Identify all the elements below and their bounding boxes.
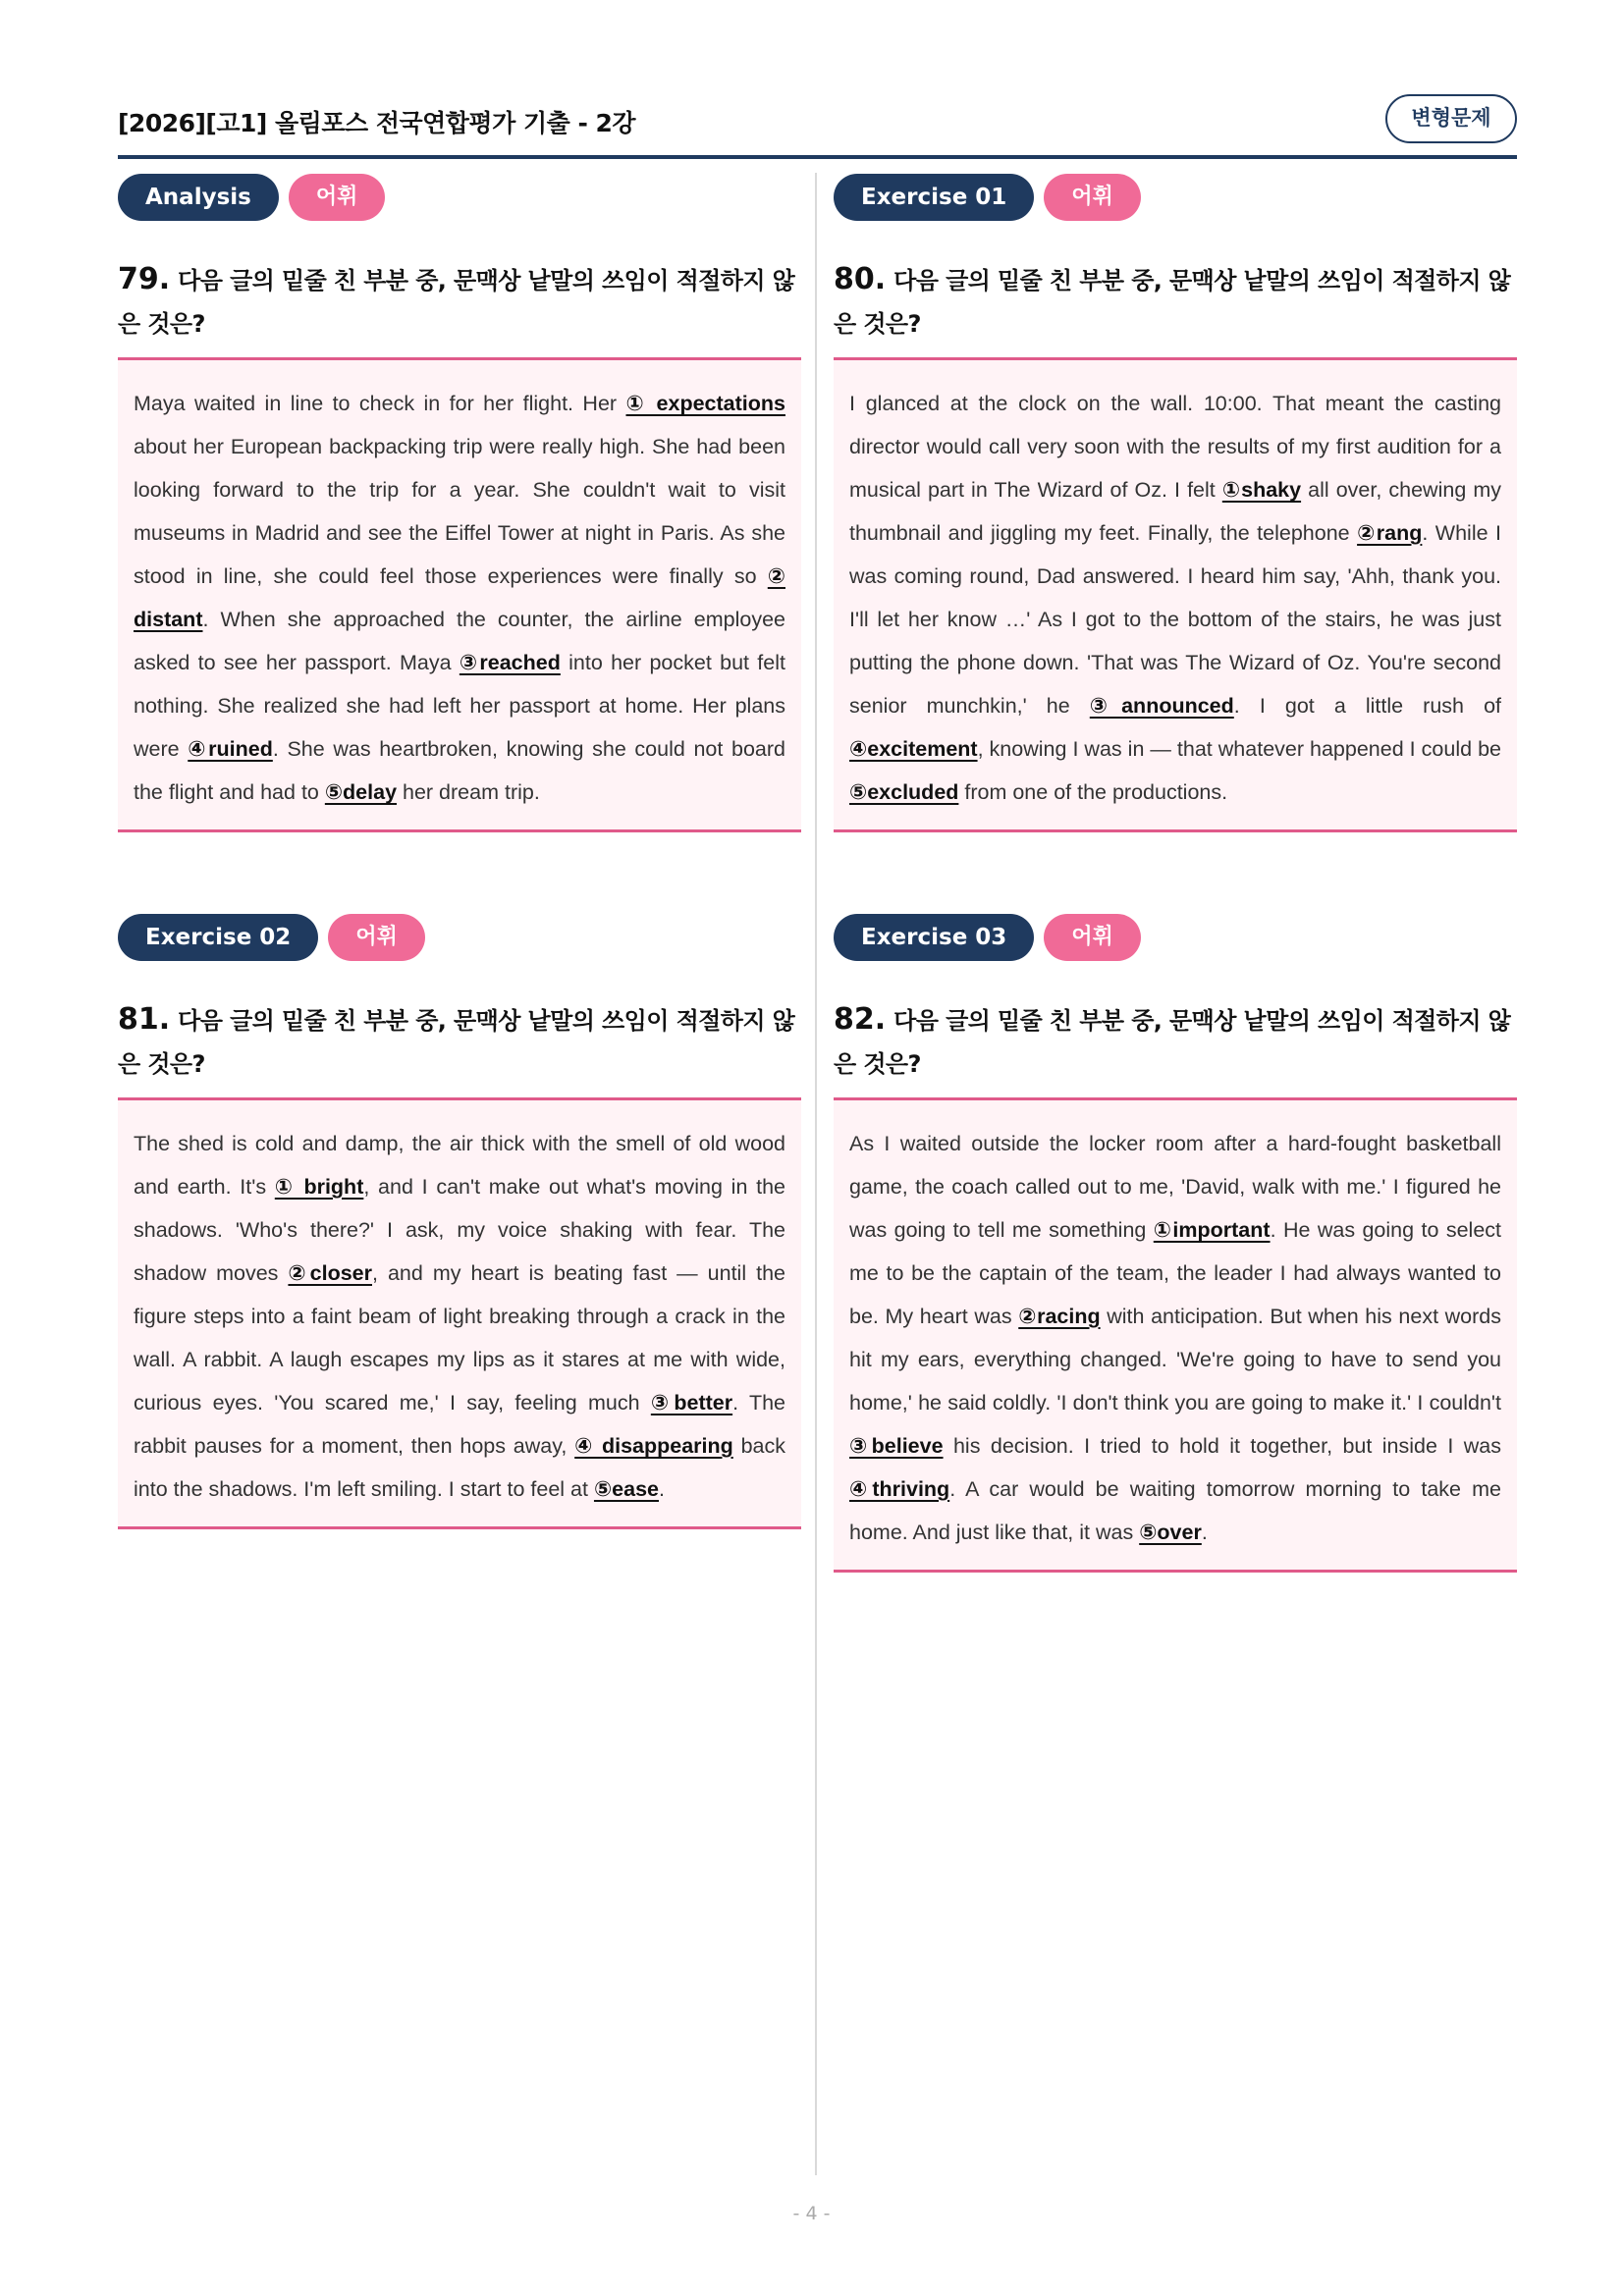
underlined-choice: ② distant	[134, 564, 785, 631]
passage-text: , knowing I was in — that whatever happened I could be	[977, 737, 1501, 761]
passage-text: all over, chewing my thumbnail and jiggling my feet. Finally, the telephone	[849, 478, 1501, 545]
question-number: 79.	[118, 262, 171, 296]
underlined-choice: ④ruined	[188, 737, 273, 761]
passage-text: As I waited outside the locker room after a hard-fought basketball game, the coach called out to me, 'David, walk with me.' I figured he was going to tell me something	[849, 1132, 1501, 1242]
passage-text: Maya waited in line to check in for her flight. Her	[134, 392, 626, 415]
page-title: [2026][고1] 올림포스 전국연합평가 기출 - 2강	[118, 109, 636, 137]
passage-text: .	[1201, 1521, 1208, 1544]
passage-text: her dream trip.	[397, 780, 540, 804]
section-tags	[118, 174, 801, 223]
passage-box	[834, 1097, 1517, 1573]
underlined-choice: ④excitement	[849, 737, 978, 761]
underlined-choice: ③reached	[459, 651, 561, 674]
underlined-choice: ②closer	[288, 1261, 372, 1285]
category-tag: 어휘	[1044, 174, 1141, 221]
column-divider	[815, 173, 817, 2175]
passage-text: . She was heartbroken, knowing she could not board the flight and had to	[134, 737, 785, 804]
passage-text: from one of the productions.	[958, 780, 1228, 804]
passage-text: , and I can't make out what's moving in the shadows. 'Who's there?' I ask, my voice shaking with fear. The shadow moves	[134, 1175, 786, 1285]
question-text	[118, 998, 801, 1086]
underlined-choice: ①important	[1153, 1218, 1271, 1242]
passage-text: , and my heart is beating fast — until the figure steps into a faint beam of light breaking through a crack in the wall. A rabbit. A laugh escapes my lips as it stares at me with wide, curious eyes. 'You scared me,' I say, feeling much	[134, 1261, 785, 1415]
underlined-choice: ③better	[650, 1391, 733, 1415]
passage-text: his decision. I tried to hold it together, but inside I was	[943, 1434, 1501, 1458]
page-header	[118, 94, 1517, 157]
question-number: 80.	[834, 262, 887, 296]
passage-text: The shed is cold and damp, the air thick with the smell of old wood and earth. It's	[134, 1132, 785, 1199]
header-rule	[118, 155, 1517, 159]
section-type-tag: Exercise 01	[834, 174, 1034, 221]
section-tags	[834, 174, 1517, 223]
passage-text: . I got a little rush of	[1233, 694, 1502, 718]
passage-text: . A car would be waiting tomorrow morning to take me home. And just like that, it was	[849, 1477, 1501, 1544]
underlined-choice: ①shaky	[1221, 478, 1302, 502]
passage-text: . He was going to select me to be the captain of the team, the leader I had always wanted to be. My heart was	[849, 1218, 1501, 1328]
underlined-choice: ③announced	[1089, 694, 1234, 718]
question-text	[118, 258, 801, 346]
question-text	[834, 258, 1517, 346]
passage-box	[834, 357, 1517, 832]
passage-text: about her European backpacking trip were really high. She had been looking forward to the trip for a year. She couldn't wait to visit museums in Madrid and see the Eiffel Tower at night in Paris. As she stood in line, she could feel those experiences were finally so	[134, 435, 785, 588]
question-block-81	[118, 914, 801, 1529]
underlined-choice: ③believe	[849, 1434, 944, 1458]
question-block-79	[118, 174, 801, 832]
question-number: 81.	[118, 1002, 171, 1037]
question-prompt: 다음 글의 밑줄 친 부분 중, 문맥상 낱말의 쓰임이 적절하지 않은 것은?	[118, 267, 795, 338]
underlined-choice: ⑤over	[1139, 1521, 1202, 1544]
question-prompt: 다음 글의 밑줄 친 부분 중, 문맥상 낱말의 쓰임이 적절하지 않은 것은?	[834, 267, 1511, 338]
passage-text: .	[659, 1477, 665, 1501]
passage-text: . The rabbit pauses for a moment, then hops away,	[134, 1391, 786, 1458]
section-type-tag: Exercise 03	[834, 914, 1034, 961]
underlined-choice: ⑤excluded	[849, 780, 959, 804]
section-type-tag: Exercise 02	[118, 914, 318, 961]
underlined-choice: ④ disappearing	[574, 1434, 733, 1458]
passage-text: with anticipation. But when his next words hit my ears, everything changed. 'We're going to have to send you home,' he said coldly. 'I don't think you are going to make it.' I couldn't	[849, 1305, 1501, 1415]
page-number: - 4 -	[792, 2203, 831, 2224]
passage-text: . When she approached the counter, the airline employee asked to see her passport. Maya	[134, 608, 785, 674]
section-tags	[834, 914, 1517, 963]
category-tag: 어휘	[289, 174, 386, 221]
question-number: 82.	[834, 1002, 887, 1037]
underlined-choice: ②rang	[1357, 521, 1423, 545]
underlined-choice: ④thriving	[849, 1477, 950, 1501]
passage-text: into her pocket but felt nothing. She realized she had left her passport at home. Her plans were	[134, 651, 785, 761]
question-block-82	[834, 914, 1517, 1573]
section-type-tag: Analysis	[118, 174, 279, 221]
question-text	[834, 998, 1517, 1086]
underlined-choice: ⑤ease	[593, 1477, 659, 1501]
question-block-80	[834, 174, 1517, 832]
variant-badge: 변형문제	[1385, 94, 1517, 143]
category-tag: 어휘	[1044, 914, 1141, 961]
underlined-choice: ⑤delay	[324, 780, 398, 804]
underlined-choice: ②racing	[1018, 1305, 1101, 1328]
underlined-choice: ① expectations	[625, 392, 785, 415]
passage-text: I glanced at the clock on the wall. 10:00. That meant the casting director would call very soon with the results of my first audition for a musical part in The Wizard of Oz. I felt	[849, 392, 1501, 502]
question-prompt: 다음 글의 밑줄 친 부분 중, 문맥상 낱말의 쓰임이 적절하지 않은 것은?	[834, 1007, 1511, 1078]
category-tag: 어휘	[328, 914, 425, 961]
question-prompt: 다음 글의 밑줄 친 부분 중, 문맥상 낱말의 쓰임이 적절하지 않은 것은?	[118, 1007, 795, 1078]
passage-box	[118, 357, 801, 832]
section-tags	[118, 914, 801, 963]
passage-text: . While I was coming round, Dad answered. I heard him say, 'Ahh, thank you. I'll let her know …' As I got to the bottom of the stairs, he was just putting the phone down. 'That was The Wizard of Oz. You're second senior munchkin,' he	[849, 521, 1502, 718]
passage-box	[118, 1097, 801, 1529]
underlined-choice: ① bright	[274, 1175, 364, 1199]
passage-text: back into the shadows. I'm left smiling. I start to feel at	[134, 1434, 785, 1501]
